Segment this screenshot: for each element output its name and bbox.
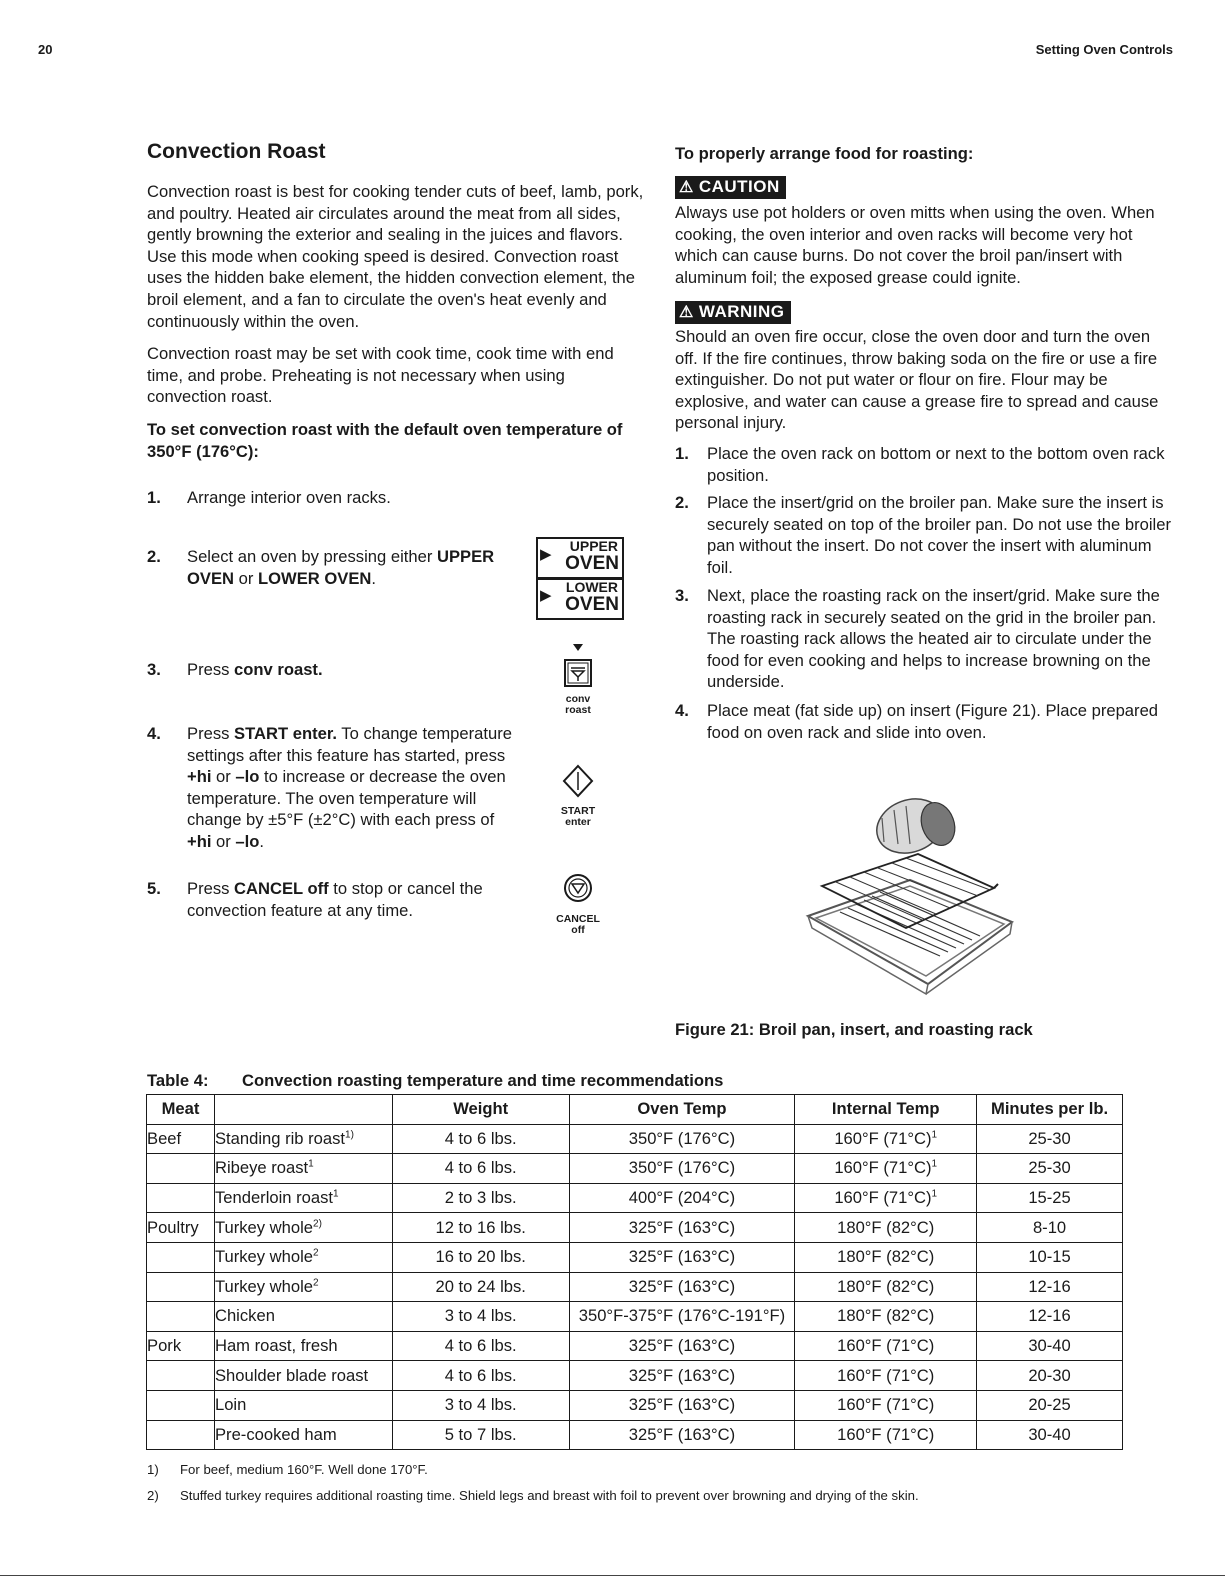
internal-temp-value: 160°F (71°C) (837, 1424, 935, 1444)
cell-oven-temp: 350°F-375°F (176°C-191°F) (569, 1302, 795, 1332)
cut-name: Tenderloin roast (214, 1188, 334, 1208)
lower-key-label: LOWER (565, 579, 618, 595)
cell-meat (147, 1183, 215, 1213)
cell-internal-temp (795, 1124, 977, 1154)
cell-oven-temp: 325°F (163°C) (569, 1361, 795, 1391)
cell-cut (214, 1420, 392, 1450)
table-row (147, 1302, 1123, 1332)
cell-minutes: 20-25 (977, 1390, 1123, 1420)
step-text-run: . (371, 568, 377, 588)
internal-temp-value: 160°F (71°C) (834, 1188, 932, 1208)
cell-cut (214, 1183, 392, 1213)
table-row (147, 1390, 1123, 1420)
step-item (147, 659, 507, 681)
cut-name: Turkey whole (214, 1217, 314, 1237)
step-number: 1. (675, 444, 689, 463)
step-text-run: . (259, 831, 265, 851)
cell-weight: 20 to 24 lbs. (392, 1272, 569, 1302)
caution-label: CAUTION (698, 177, 780, 196)
start-enter-key[interactable] (556, 764, 600, 828)
cell-meat (147, 1272, 215, 1302)
conv-roast-key[interactable] (556, 640, 600, 716)
cell-weight: 2 to 3 lbs. (392, 1183, 569, 1213)
cell-weight: 4 to 6 lbs. (392, 1124, 569, 1154)
cell-cut (214, 1361, 392, 1391)
header-meat: Meat (147, 1095, 215, 1125)
table-row (147, 1213, 1123, 1243)
caution-badge (675, 176, 786, 199)
off-key-label: off (571, 924, 585, 936)
page-number: 20 (38, 42, 53, 57)
step-text-run: conv roast. (234, 660, 323, 679)
cell-meat: Pork (147, 1331, 215, 1361)
cell-cut (214, 1390, 392, 1420)
step-text-run: START enter. (234, 724, 337, 743)
cell-weight: 3 to 4 lbs. (392, 1390, 569, 1420)
table-caption-number: Table 4: (147, 1071, 209, 1090)
cell-internal-temp (795, 1213, 977, 1243)
cell-oven-temp: 325°F (163°C) (569, 1242, 795, 1272)
cell-weight: 4 to 6 lbs. (392, 1361, 569, 1391)
conv-key-label: conv (565, 693, 591, 705)
step-text: Place the insert/grid on the broiler pan. Make sure the insert is securely seated on top of the broiler pan. Do not use the broiler pan without the insert. Do not cover the insert with aluminum foil. (707, 493, 1171, 577)
step-text-run: +hi (187, 831, 212, 851)
cell-weight: 16 to 20 lbs. (392, 1242, 569, 1272)
cell-minutes: 10-15 (977, 1242, 1123, 1272)
cell-internal-temp (795, 1242, 977, 1272)
section-title: Convection Roast (147, 140, 326, 163)
cell-oven-temp: 325°F (163°C) (569, 1272, 795, 1302)
footnote-ref: 1 (308, 1158, 314, 1170)
footnote-ref: 1) (345, 1129, 354, 1141)
cell-meat (147, 1242, 215, 1272)
header-internal-temp: Internal Temp (795, 1095, 977, 1125)
warning-badge (675, 301, 791, 324)
cell-minutes: 12-16 (977, 1302, 1123, 1332)
step-number: 5. (147, 879, 161, 898)
procedure-heading: To set convection roast with the default oven temperature of 350°F (176°C): (147, 420, 623, 461)
internal-temp-value: 160°F (71°C) (837, 1395, 935, 1415)
footnote-number: 1) (147, 1462, 159, 1477)
footnote-ref: 2) (313, 1218, 322, 1230)
step-text-run: UPPER OVEN (187, 547, 495, 588)
cell-internal-temp (795, 1154, 977, 1184)
step-text-run: Press (187, 724, 235, 743)
upper-oven-key[interactable] (536, 537, 624, 579)
warning-label: WARNING (698, 302, 785, 321)
cell-oven-temp: 325°F (163°C) (569, 1390, 795, 1420)
table-caption-title: Convection roasting temperature and time recommendations (242, 1071, 724, 1090)
step-text-run: CANCEL off (234, 879, 329, 898)
internal-temp-value: 180°F (82°C) (837, 1276, 935, 1296)
step-text-run: To change temperature settings after this feature has started, press (187, 724, 512, 765)
cell-internal-temp (795, 1183, 977, 1213)
cell-weight: 5 to 7 lbs. (392, 1420, 569, 1450)
footnote-number: 2) (147, 1488, 159, 1503)
step-text (187, 878, 517, 921)
cell-minutes: 25-30 (977, 1154, 1123, 1184)
cancel-icon (556, 870, 600, 906)
enter-key-label: enter (565, 816, 591, 828)
footnote-text: Stuffed turkey requires additional roasting time. Shield legs and breast with foil to prevent over browning and drying of the skin. (180, 1488, 919, 1503)
cell-meat (147, 1390, 215, 1420)
cell-weight: 12 to 16 lbs. (392, 1213, 569, 1243)
caution-text: Always use pot holders or oven mitts when using the oven. When cooking, the oven interior and oven racks will become very hot which can cause burns. Do not cover the broil pan/insert with aluminum foil; the exposed grease could ignite. (675, 203, 1155, 287)
table-row (147, 1420, 1123, 1450)
step-item (147, 723, 517, 853)
footnote-ref: 1 (931, 1188, 938, 1200)
upper-key-label: UPPER (569, 538, 618, 554)
cancel-key-label: CANCEL (556, 913, 600, 925)
cell-oven-temp: 350°F (176°C) (569, 1124, 795, 1154)
cell-oven-temp: 325°F (163°C) (569, 1420, 795, 1450)
intro-paragraph-2: Convection roast may be set with cook time, cook time with end time, and probe. Preheating is not necessary when using convection roast. (147, 344, 614, 407)
cut-name: Standing rib roast (214, 1128, 346, 1148)
step-text: Next, place the roasting rack on the insert/grid. Make sure the roasting rack in securely seated on the grid in the broiler pan. The roasting rack allows the heated air to circulate under the food for even cooking and helps to increase browning on the underside. (707, 586, 1160, 692)
internal-temp-value: 180°F (82°C) (837, 1306, 935, 1326)
cell-minutes: 20-30 (977, 1361, 1123, 1391)
cell-meat: Beef (147, 1124, 215, 1154)
cell-internal-temp (795, 1272, 977, 1302)
cell-meat (147, 1154, 215, 1184)
conv-roast-icon (556, 640, 600, 688)
cell-cut (214, 1213, 392, 1243)
roasting-table (146, 1094, 1123, 1450)
step-item (147, 878, 517, 921)
internal-temp-value: 180°F (82°C) (837, 1247, 935, 1267)
step-number: 2. (675, 493, 689, 512)
header-oven-temp: Oven Temp (569, 1095, 795, 1125)
cell-cut (214, 1242, 392, 1272)
internal-temp-value: 160°F (71°C) (834, 1128, 932, 1148)
step-text-run: Arrange interior oven racks. (187, 488, 391, 507)
step-text (187, 487, 667, 509)
cell-minutes: 25-30 (977, 1124, 1123, 1154)
cell-meat (147, 1420, 215, 1450)
cell-minutes: 15-25 (977, 1183, 1123, 1213)
footnote-ref: 1 (931, 1129, 938, 1141)
play-arrow-icon: ▶ (540, 587, 552, 604)
cut-name: Turkey whole (214, 1247, 314, 1267)
section-header: Setting Oven Controls (1035, 42, 1173, 57)
footnote-ref: 1 (931, 1158, 938, 1170)
cell-meat (147, 1361, 215, 1391)
cell-cut (214, 1331, 392, 1361)
cell-minutes: 30-40 (977, 1331, 1123, 1361)
cut-name: Pre-cooked ham (214, 1424, 337, 1444)
step-text (187, 546, 507, 589)
step-number: 4. (675, 701, 689, 720)
step-text: Place the oven rack on bottom or next to the bottom oven rack position. (707, 444, 1165, 485)
cell-oven-temp: 350°F (176°C) (569, 1154, 795, 1184)
step-text-run: –lo (235, 767, 260, 787)
step-number: 1. (147, 488, 161, 507)
step-text-run: or (211, 831, 236, 851)
intro-paragraph-1: Convection roast is best for cooking tender cuts of beef, lamb, pork, and poultry. Heated air circulates around the meat from all sides, gently browning the exterior and sealing in the juices and flavors. Use this mode when cooking speed is desired. Convection roast uses the hidden bake element, the hidden convection element, the broil element, and a fan to circulate the oven's heat evenly and continuously within the oven. (147, 182, 644, 331)
cut-name: Turkey whole (214, 1276, 314, 1296)
table-row (147, 1361, 1123, 1391)
step-text-run: to stop or cancel the convection feature at any time. (187, 879, 483, 920)
cell-oven-temp: 325°F (163°C) (569, 1331, 795, 1361)
step-text-run: Press (187, 660, 235, 679)
cell-oven-temp: 325°F (163°C) (569, 1213, 795, 1243)
step-number: 2. (147, 547, 161, 566)
step-text-run: or (211, 767, 236, 787)
table-row (147, 1331, 1123, 1361)
cell-minutes: 30-40 (977, 1420, 1123, 1450)
lower-key-oven-label: OVEN (565, 594, 619, 615)
cell-internal-temp (795, 1302, 977, 1332)
cell-internal-temp (795, 1420, 977, 1450)
step-text: Place meat (fat side up) on insert (Figure 21). Place prepared food on oven rack and slide into oven. (707, 701, 1159, 742)
cell-oven-temp: 400°F (204°C) (569, 1183, 795, 1213)
cell-meat: Poultry (147, 1213, 215, 1243)
warning-text: Should an oven fire occur, close the oven door and turn the oven off. If the fire continues, throw baking soda on the fire or use a fire extinguisher. Do not put water or flour on fire. Flour may be explosive, and water can cause a grease fire to spread and cause personal injury. (675, 327, 1159, 433)
header-cut (214, 1095, 392, 1125)
roasting-step-item (675, 492, 1175, 578)
bottom-rule (0, 1575, 1225, 1576)
cell-cut (214, 1124, 392, 1154)
footnote-ref: 1 (333, 1188, 339, 1200)
step-text-run: to increase or decrease the oven temperature. The oven temperature will change by ±5°F (±2°C) with each press of (187, 767, 506, 830)
internal-temp-value: 160°F (71°C) (837, 1336, 935, 1356)
start-key-label: START (560, 805, 596, 817)
step-item (147, 487, 667, 509)
roasting-step-item (675, 585, 1175, 693)
upper-key-oven-label: OVEN (565, 553, 619, 574)
step-number: 4. (147, 724, 161, 743)
step-text-run: Select an oven by pressing either (187, 547, 437, 566)
cell-weight: 4 to 6 lbs. (392, 1154, 569, 1184)
table-row (147, 1272, 1123, 1302)
header-weight: Weight (392, 1095, 569, 1125)
table-row (147, 1154, 1123, 1184)
step-text-run: LOWER OVEN (258, 568, 372, 588)
internal-temp-value: 180°F (82°C) (837, 1217, 935, 1237)
step-text-run: +hi (187, 767, 212, 787)
roast-key-label: roast (565, 704, 591, 716)
table-row (147, 1242, 1123, 1272)
step-text-run: or (234, 568, 259, 588)
table-header-row (147, 1095, 1123, 1125)
cell-cut (214, 1302, 392, 1332)
step-text-run: –lo (235, 831, 260, 851)
play-arrow-icon: ▶ (540, 546, 552, 563)
cut-name: Ribeye roast (214, 1158, 309, 1178)
cut-name: Ham roast, fresh (214, 1336, 338, 1356)
cut-name: Chicken (214, 1306, 275, 1326)
table-row (147, 1124, 1123, 1154)
warning-triangle-icon: ⚠ (679, 304, 694, 321)
cell-meat (147, 1302, 215, 1332)
start-diamond-icon (556, 764, 600, 800)
internal-temp-value: 160°F (71°C) (837, 1365, 935, 1385)
figure-caption: Figure 21: Broil pan, insert, and roasting rack (675, 1020, 1033, 1039)
table-row (147, 1183, 1123, 1213)
cut-name: Shoulder blade roast (214, 1365, 369, 1385)
roasting-step-item (675, 700, 1175, 743)
step-text (187, 659, 507, 681)
cell-weight: 4 to 6 lbs. (392, 1331, 569, 1361)
roasting-step-item (675, 443, 1175, 486)
broil-pan-illustration (800, 788, 1030, 1003)
roasting-heading: To properly arrange food for roasting: (675, 144, 974, 163)
warning-triangle-icon: ⚠ (679, 179, 694, 196)
cell-minutes: 12-16 (977, 1272, 1123, 1302)
internal-temp-value: 160°F (71°C) (834, 1158, 932, 1178)
step-text (187, 723, 517, 853)
cell-internal-temp (795, 1361, 977, 1391)
step-text-run: Press (187, 879, 235, 898)
footnote-ref: 2 (313, 1247, 319, 1259)
cell-internal-temp (795, 1331, 977, 1361)
footnote-ref: 2 (313, 1277, 319, 1289)
cell-internal-temp (795, 1390, 977, 1420)
footnote-text: For beef, medium 160°F. Well done 170°F. (180, 1462, 428, 1477)
cell-minutes: 8-10 (977, 1213, 1123, 1243)
step-number: 3. (147, 660, 161, 679)
step-item (147, 546, 507, 589)
cell-cut (214, 1154, 392, 1184)
cut-name: Loin (214, 1395, 247, 1415)
cell-weight: 3 to 4 lbs. (392, 1302, 569, 1332)
header-minutes: Minutes per lb. (977, 1095, 1123, 1125)
step-number: 3. (675, 586, 689, 605)
cell-cut (214, 1272, 392, 1302)
cancel-off-key[interactable] (556, 870, 600, 936)
lower-oven-key[interactable] (536, 578, 624, 620)
